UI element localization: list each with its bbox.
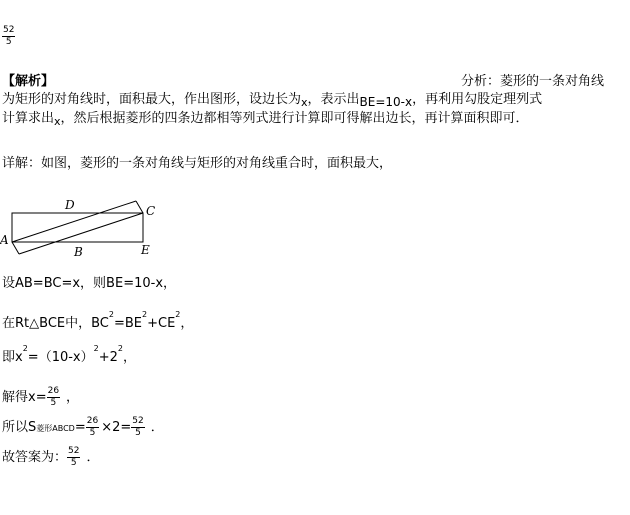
top-answer-numerator: 52 <box>3 25 15 35</box>
label-d: D <box>65 198 75 212</box>
step-5-denominator-1: 5 <box>89 428 96 438</box>
step-3-pre: 即x <box>2 350 23 365</box>
step-5-pre: 所以S <box>2 420 37 435</box>
step-4-numerator: 26 <box>47 386 60 396</box>
step-5-eq: = <box>74 420 86 435</box>
rectangle <box>12 213 143 242</box>
step-2-pre: 在Rt△BCE中，BC <box>2 316 109 331</box>
step-6-post: ． <box>86 450 100 465</box>
step-3-exp-3: 2 <box>117 344 123 353</box>
label-a: A <box>0 233 9 247</box>
analysis-line-3 <box>2 107 529 126</box>
detail-text: 详解：如图，菱形的一条对角线与矩形的对角线重合时，面积最大， <box>2 156 393 171</box>
step-5-times: ×2= <box>101 420 132 435</box>
analysis-line-2 <box>2 88 542 107</box>
label-c: C <box>146 204 156 218</box>
step-3-exp-2: 2 <box>93 344 99 353</box>
analysis-var-x: x <box>301 96 308 109</box>
analysis-var-x-2: x <box>54 115 61 128</box>
step-3-exp-1: 2 <box>22 344 28 353</box>
analysis-be: BE=10-x <box>359 95 413 109</box>
side-dc <box>136 201 143 213</box>
analysis-line-2c: ，再利用勾股定理列式 <box>412 92 543 107</box>
step-2-exp-3: 2 <box>175 310 181 319</box>
step-6-denominator: 5 <box>70 458 77 468</box>
label-e: E <box>141 243 150 257</box>
rhombus-figure <box>0 196 170 276</box>
analysis-line-2a: 为矩形的对角线时，面积最大，作出图形，设边长为 <box>2 92 302 107</box>
step-2-exp-1: 2 <box>108 310 114 319</box>
side-ab <box>12 242 19 254</box>
top-answer-fraction <box>2 26 15 47</box>
step-5-numerator-1: 26 <box>86 416 99 426</box>
step-3-plus: +2 <box>98 350 118 365</box>
analysis-line-2b: ，表示出 <box>307 92 360 107</box>
step-4-pre: 解得x= <box>2 390 47 405</box>
step-5-post: ． <box>150 420 164 435</box>
step-2-exp-2: 2 <box>142 310 148 319</box>
jiexi-label: 【解析】 <box>2 74 55 89</box>
analysis-line-1: 分析：菱形的一条对角线 <box>461 74 605 89</box>
step-3 <box>2 346 136 365</box>
step-6 <box>2 446 99 468</box>
step-4-denominator: 5 <box>50 398 57 408</box>
step-1: 设AB=BC=x，则BE=10-x， <box>2 276 177 291</box>
step-5-sub: 菱形ABCD <box>36 424 75 433</box>
step-6-numerator: 52 <box>68 446 80 456</box>
analysis-line-3a: 计算求出 <box>2 111 55 126</box>
label-b: B <box>74 245 83 259</box>
step-5 <box>2 416 164 438</box>
step-5-numerator-2: 52 <box>132 416 144 426</box>
step-2-mid-1: =BE <box>113 316 143 331</box>
step-2 <box>2 312 193 331</box>
step-5-denominator-2: 5 <box>135 428 141 438</box>
step-2-post: ， <box>180 316 194 331</box>
top-answer-denominator: 5 <box>5 37 12 47</box>
step-4 <box>2 386 79 408</box>
step-3-mid: =（10-x） <box>27 350 94 365</box>
analysis-line-3b: ，然后根据菱形的四条边都相等列式进行计算即可得解出边长，再计算面积即可． <box>60 111 529 126</box>
step-4-post: ， <box>66 390 80 405</box>
step-3-post: ， <box>122 350 136 365</box>
step-6-pre: 故答案为： <box>2 450 68 465</box>
step-2-mid-2: +CE <box>147 316 176 331</box>
